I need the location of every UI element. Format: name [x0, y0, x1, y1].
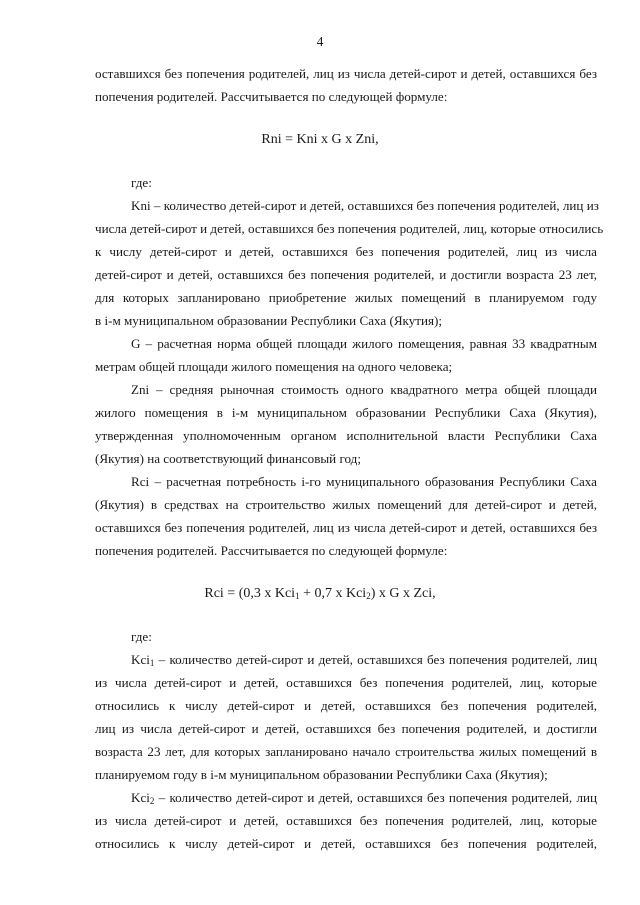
text-line: Kci$_1$ – количество детей-сирот и детей, оставшихся без попечения родителей, лиц: [131, 652, 597, 668]
where-label: где:: [131, 629, 152, 644]
text-line: возраста 23 лет, для которых запланировано начало строительства жилых помещений в: [95, 744, 597, 759]
text-line: попечения родителей. Рассчитывается по следующей формуле:: [95, 89, 448, 104]
where-label: где:: [131, 175, 152, 190]
text-line: (Якутия) на соответствующий финансовый год;: [95, 451, 361, 466]
text-line: Zni – средняя рыночная стоимость одного квадратного метра общей площади: [131, 382, 597, 397]
text-line: жилого помещения в i-м муниципальном образовании Республики Саха (Якутия),: [95, 405, 597, 420]
text-line: относились к числу детей-сирот и детей, оставшихся без попечения родителей,: [95, 698, 597, 713]
text-line: планируемом году в i-м муниципальном образовании Республики Саха (Якутия);: [95, 767, 548, 782]
text-line: к числу детей-сирот и детей, оставшихся без попечения родителей, лиц из числа: [95, 244, 597, 259]
text-line: детей-сирот и детей, оставшихся без попечения родителей, и достигли возраста 23 лет,: [95, 267, 597, 282]
text-line: в i-м муниципальном образовании Республики Саха (Якутия);: [95, 313, 443, 328]
text-line: лиц из числа детей-сирот и детей, оставшихся без попечения родителей, и достигли: [95, 721, 597, 736]
text-line: утвержденная уполномоченным органом исполнительной власти Республики Саха: [95, 428, 597, 443]
text-line: из числа детей-сирот и детей, оставшихся без попечения родителей, лиц, которые: [95, 675, 597, 690]
text-line: попечения родителей. Рассчитывается по следующей формуле:: [95, 543, 448, 558]
text-line: G – расчетная норма общей площади жилого помещения, равная 33 квадратным: [131, 336, 597, 351]
text-line: оставшихся без попечения родителей, лиц из числа детей-сирот и детей, оставшихся без: [95, 520, 597, 535]
text-line: Kci$_2$ – количество детей-сирот и детей, оставшихся без попечения родителей, лиц: [131, 790, 597, 806]
text-line: числа детей-сирот и детей, оставшихся без попечения родителей, лиц, которые относились: [95, 221, 604, 236]
text-line: Kni – количество детей-сирот и детей, оставшихся без попечения родителей, лиц из: [131, 198, 599, 213]
formula-rni: Rni = Kni x G x Zni,: [261, 132, 379, 147]
text-line: относились к числу детей-сирот и детей, оставшихся без попечения родителей,: [95, 836, 597, 851]
text-line: оставшихся без попечения родителей, лиц из числа детей-сирот и детей, оставшихся без: [95, 66, 597, 81]
text-line: из числа детей-сирот и детей, оставшихся без попечения родителей, лиц, которые: [95, 813, 597, 828]
text-line: (Якутия) в средствах на строительство жилых помещений для детей-сирот и детей,: [95, 497, 597, 512]
page-number: 4: [316, 34, 324, 49]
formula-rci: Rci = (0,3 x Kci$_1$ + 0,7 x Kci$_2$) x G x Zci,: [204, 586, 436, 601]
text-line: Rci – расчетная потребность i-го муниципального образования Республики Саха: [131, 474, 597, 489]
text-line: для которых запланировано приобретение жилых помещений в планируемом году: [95, 290, 597, 305]
text-line: метрам общей площади жилого помещения на одного человека;: [95, 359, 453, 374]
